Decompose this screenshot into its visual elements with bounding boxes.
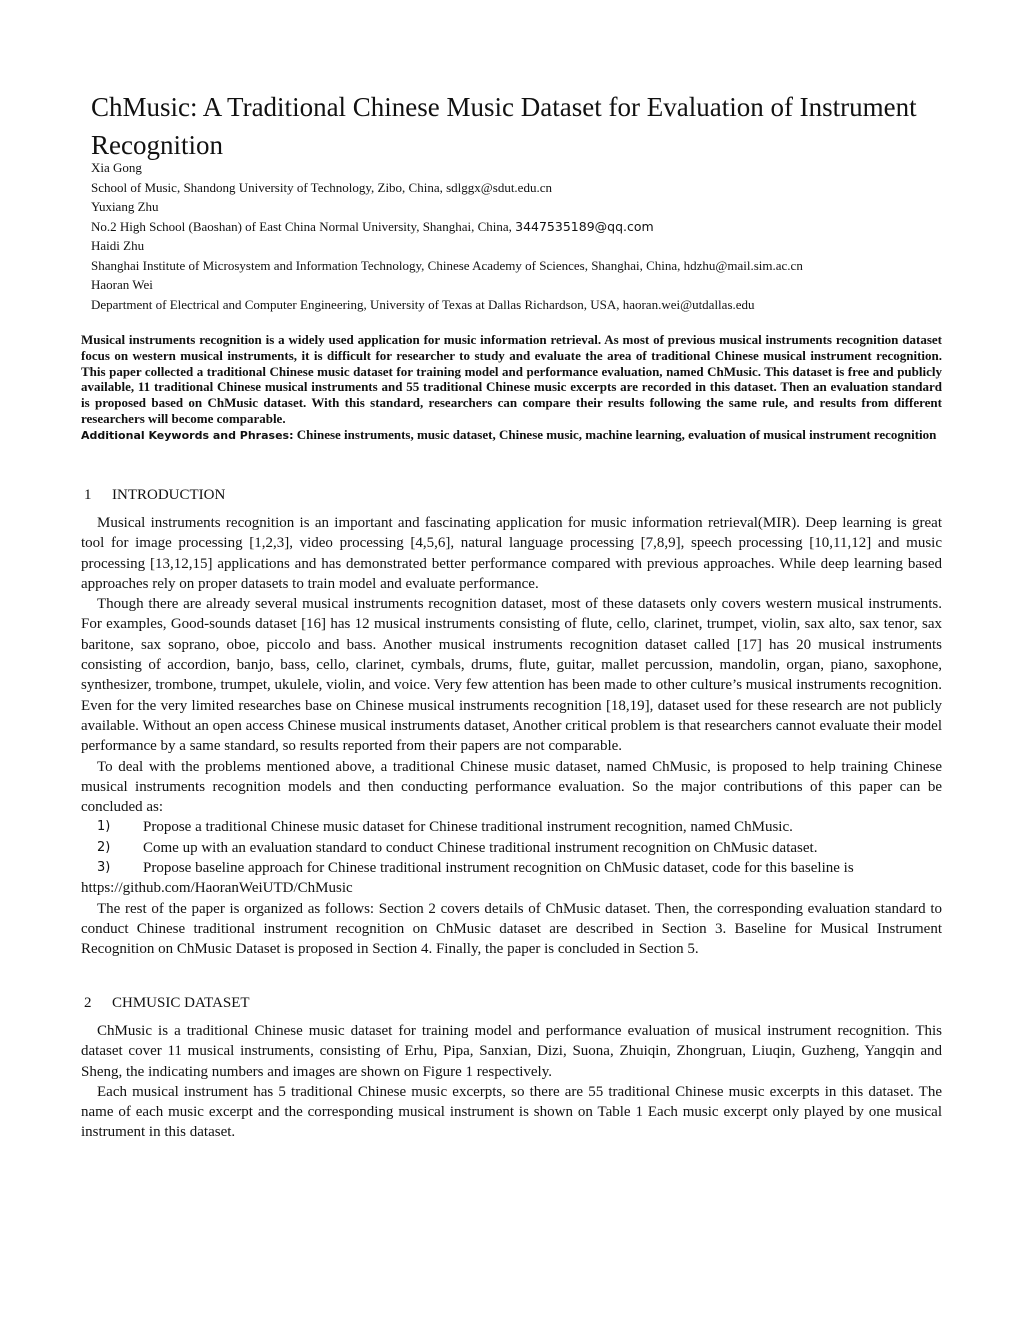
author-name: Yuxiang Zhu <box>91 199 159 214</box>
paragraph: Each musical instrument has 5 traditional Chinese music excerpts, so there are 55 traditional Chinese music excerpts in this dataset. The name of each music excerpt and the corresponding musical instrument is shown on Table 1 Each music excerpt only played by one musical instrument in this dataset. <box>81 1083 942 1141</box>
abstract <box>81 332 942 444</box>
keywords-text: Chinese instruments, music dataset, Chinese music, machine learning, evaluation of musical instrument recognition <box>296 426 937 442</box>
dataset-body <box>81 1021 942 1143</box>
paragraph: The rest of the paper is organized as follows: Section 2 covers details of ChMusic dataset. Then, the corresponding evaluation standard to conduct Chinese traditional instrument recognition on ChMusic dataset are described in Section 3. Baseline for Musical Instrument Recognition on ChMusic Dataset is proposed in Section 4. Finally, the paper is concluded in Section 5. <box>81 900 942 958</box>
author-name: Xia Gong <box>91 160 142 175</box>
list-item <box>81 838 942 858</box>
keywords-label: Additional Keywords and Phrases: <box>81 428 294 442</box>
paragraph: Musical instruments recognition is an important and fascinating application for music information retrieval(MIR). Deep learning is great tool for image processing [1,2,3], video processing [4,5,6], natural language processing [7,8,9], speech processing [10,11,12] and music processing [13,12,15] applications and has demonstrated better performance compared with previous approaches. While deep learning based approaches rely on proper datasets to train model and evaluate performance. <box>81 515 942 592</box>
section-heading-introduction <box>84 485 225 505</box>
author-name: Haidi Zhu <box>91 238 145 253</box>
author-affiliation-row <box>91 217 971 237</box>
author-affiliation: No.2 High School (Baoshan) of East China Normal University, Shanghai, China, <box>91 218 516 234</box>
abstract-text: Musical instruments recognition is a widely used application for music information retrieval. As most of previous musical instruments recognition dataset focus on western musical instruments, it is difficult for researcher to study and evaluate the area of traditional Chinese musical instrument recognition. This paper collected a traditional Chinese music dataset for training model and performance evaluation, named ChMusic. This dataset is free and publicly available, 11 traditional Chinese musical instruments and 55 traditional Chinese music excerpts are recorded in this dataset. Then an evaluation standard is proposed based on ChMusic dataset. With this standard, researchers can compare their results following the same rule, and results from different researchers will become comparable. <box>81 332 942 426</box>
keywords <box>81 427 942 444</box>
paragraph: Though there are already several musical instruments recognition dataset, most of these datasets only covers western musical instruments. For examples, Good-sounds dataset [16] has 12 musical instruments consisting of flute, cello, clarinet, trumpet, violin, sax alto, sax tenor, sax baritone, sax soprano, oboe, piccolo and bass. Another musical instruments recognition dataset called [17] has 20 musical instruments consisting of accordion, banjo, bass, cello, clarinet, cymbals, drums, flute, guitar, mallet percussion, mandolin, organ, piano, saxophone, synthesizer, trombone, trumpet, ukulele, violin, and voice. Very few attention has been made to other culture’s musical instruments recognition. Even for the very limited researches base on Chinese musical instruments recognition [18,19], dataset used for these research are not publicly available. Without an open access Chinese musical instruments dataset, Another critical problem is that researchers cannot evaluate their model performance by a same standard, so results reported from their papers are not comparable. <box>81 596 942 755</box>
section-title: CHMUSIC DATASET <box>112 995 250 1011</box>
list-item <box>81 858 942 878</box>
paper-title: ChMusic: A Traditional Chinese Music Dataset for Evaluation of Instrument Recognition <box>91 92 917 160</box>
section-title: INTRODUCTION <box>112 487 226 503</box>
introduction-body <box>81 513 942 960</box>
author-affiliation: School of Music, Shandong University of Technology, Zibo, China, sdlggx@sdut.edu.cn <box>91 179 552 195</box>
list-item <box>81 817 942 837</box>
list-marker: 3) <box>97 860 111 876</box>
list-text: Propose a traditional Chinese music dataset for Chinese traditional instrument recognition, named ChMusic. <box>143 819 793 836</box>
author-email: 3447535189@qq.com <box>515 218 654 234</box>
list-text: Propose baseline approach for Chinese traditional instrument recognition on ChMusic dataset, code for this baseline is <box>143 860 854 877</box>
list-marker: 1) <box>97 819 111 835</box>
section-heading-chmusic-dataset <box>84 993 250 1013</box>
paragraph: To deal with the problems mentioned above, a traditional Chinese music dataset, named ChMusic, is proposed to help training Chinese musical instruments recognition models and then conducting performance evaluation. So the major contributions of this paper can be concluded as: <box>81 758 942 816</box>
author-affiliation: Department of Electrical and Computer Engineering, University of Texas at Dallas Richardson, USA, haoran.wei@utdallas.edu <box>91 296 755 312</box>
section-number: 1 <box>84 487 92 503</box>
paragraph: ChMusic is a traditional Chinese music dataset for training model and performance evaluation of musical instrument recognition. This dataset cover 11 musical instruments, consisting of Erhu, Pipa, Sanxian, Dizi, Suona, Zhuiqin, Zhongruan, Liuqin, Guzheng, Yangqin and Sheng, the indicating numbers and images are shown on Figure 1 respectively. <box>81 1023 942 1080</box>
list-marker: 2) <box>97 839 111 855</box>
author-affiliation: Shanghai Institute of Microsystem and Information Technology, Chinese Academy of Sciences, Shanghai, China, hdzhu@mail.sim.ac.cn <box>91 257 803 273</box>
code-link[interactable]: https://github.com/HaoranWeiUTD/ChMusic <box>81 880 353 897</box>
author-name: Haoran Wei <box>91 277 153 292</box>
list-text: Come up with an evaluation standard to conduct Chinese traditional instrument recognition on ChMusic dataset. <box>143 839 818 856</box>
section-number: 2 <box>84 995 92 1011</box>
author-block <box>91 158 971 314</box>
